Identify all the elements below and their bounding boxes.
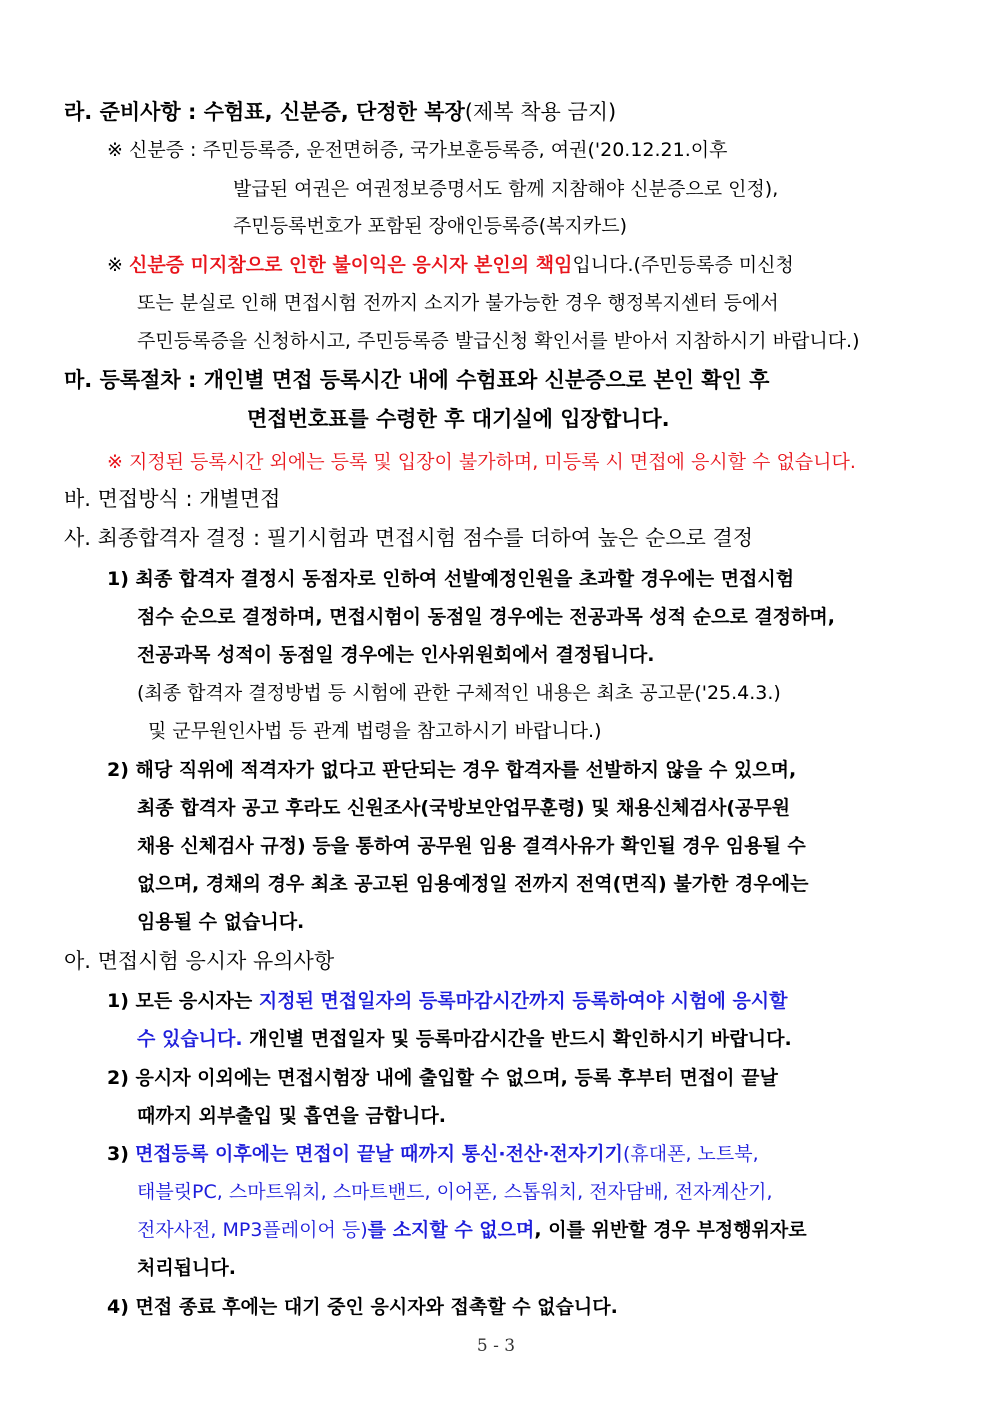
- sa-item1-line-4: (최종 합격자 결정방법 등 시험에 관한 구체적인 내용은 최초 공고문('25.4.3.): [137, 682, 781, 704]
- aa-item3-line-1: 3) 면접등록 이후에는 면접이 끝날 때까지 통신·전산·전자기기(휴대폰, 노트북,: [107, 1143, 759, 1165]
- sa-item1-line-2: 점수 순으로 결정하며, 면접시험이 동점일 경우에는 전공과목 성적 순으로 결정하며,: [137, 606, 836, 628]
- aa-item3-line-4: 처리됩니다.: [137, 1257, 236, 1279]
- section-ba-heading: 바. 면접방식 : 개별면접: [64, 487, 281, 511]
- page-number: 5 - 3: [476, 1336, 516, 1356]
- id-warning-line-1: ※ 신분증 미지참으로 인한 불이익은 응시자 본인의 책임입니다.(주민등록증 미신청: [107, 254, 794, 276]
- id-note-line-1: ※ 신분증 : 주민등록증, 운전면허증, 국가보훈등록증, 여권('20.12.21.이후: [107, 139, 728, 161]
- sa-item2-line-4: 없으며, 경채의 경우 최초 공고된 임용예정일 전까지 전역(면직) 불가한 경우에는: [137, 873, 809, 895]
- section-sa-heading: 사. 최종합격자 결정 : 필기시험과 면접시험 점수를 더하여 높은 순으로 결정: [64, 526, 754, 550]
- section-ra-heading: 라. 준비사항 : 수험표, 신분증, 단정한 복장(제복 착용 금지): [64, 100, 617, 124]
- aa-item2-line-1: 2) 응시자 이외에는 면접시험장 내에 출입할 수 없으며, 등록 후부터 면접이 끝날: [107, 1067, 778, 1089]
- aa-item3-line-2: 태블릿PC, 스마트워치, 스마트밴드, 이어폰, 스톱워치, 전자담배, 전자계산기,: [137, 1181, 773, 1203]
- section-ma-note: ※ 지정된 등록시간 외에는 등록 및 입장이 불가하며, 미등록 시 면접에 응시할 수 없습니다.: [107, 451, 856, 473]
- sa-item2-line-1: 2) 해당 직위에 적격자가 없다고 판단되는 경우 합격자를 선발하지 않을 수 있으며,: [107, 759, 797, 781]
- sa-item1-line-1: 1) 최종 합격자 결정시 동점자로 인하여 선발예정인원을 초과할 경우에는 면접시험: [107, 568, 795, 590]
- id-warning-line-3: 주민등록증을 신청하시고, 주민등록증 발급신청 확인서를 받아서 지참하시기 바랍니다.): [137, 330, 860, 352]
- aa-item3-blue-emphasis: 면접등록 이후에는 면접이 끝날 때까지 통신·전산·전자기기: [134, 1143, 623, 1165]
- sa-item2-line-5: 임용될 수 없습니다.: [137, 911, 305, 933]
- sa-item1-line-5: 및 군무원인사법 등 관계 법령을 참고하시기 바랍니다.): [148, 720, 602, 742]
- sa-item2-line-2: 최종 합격자 공고 후라도 신원조사(국방보안업무훈령) 및 채용신체검사(공무원: [137, 797, 791, 819]
- id-warning-emphasis: 신분증 미지참으로 인한 불이익은 응시자 본인의 책임: [128, 254, 573, 276]
- aa-item3-line-3: 전자사전, MP3플레이어 등)를 소지할 수 없으며, 이를 위반할 경우 부정행위자로: [137, 1219, 807, 1241]
- id-note-line-2: 발급된 여권은 여권정보증명서도 함께 지참해야 신분증으로 인정),: [233, 178, 779, 200]
- id-warning-line-2: 또는 분실로 인해 면접시험 전까지 소지가 불가능한 경우 행정복지센터 등에서: [137, 292, 779, 314]
- sa-item1-line-3: 전공과목 성적이 동점일 경우에는 인사위원회에서 결정됩니다.: [137, 644, 655, 666]
- section-ma-line-2: 면접번호표를 수령한 후 대기실에 입장합니다.: [247, 407, 670, 431]
- id-note-line-3: 주민등록번호가 포함된 장애인등록증(복지카드): [233, 215, 627, 237]
- section-ma-line-1: 마. 등록절차 : 개인별 면접 등록시간 내에 수험표와 신분증으로 본인 확인 후: [64, 368, 770, 392]
- aa-item2-line-2: 때까지 외부출입 및 흡연을 금합니다.: [137, 1105, 446, 1127]
- sa-item2-line-3: 채용 신체검사 규정) 등을 통하여 공무원 임용 결격사유가 확인될 경우 임용될 수: [137, 835, 806, 857]
- aa-item1-line-1: 1) 모든 응시자는 지정된 면접일자의 등록마감시간까지 등록하여야 시험에 응시할: [107, 990, 788, 1012]
- section-aa-heading: 아. 면접시험 응시자 유의사항: [64, 949, 335, 973]
- aa-item4: 4) 면접 종료 후에는 대기 중인 응시자와 접촉할 수 없습니다.: [107, 1296, 618, 1318]
- aa-item1-blue-emphasis: 지정된 면접일자의 등록마감시간까지 등록하여야 시험에 응시할: [258, 990, 788, 1012]
- aa-item1-line-2: 수 있습니다. 개인별 면접일자 및 등록마감시간을 반드시 확인하시기 바랍니다.: [137, 1028, 792, 1050]
